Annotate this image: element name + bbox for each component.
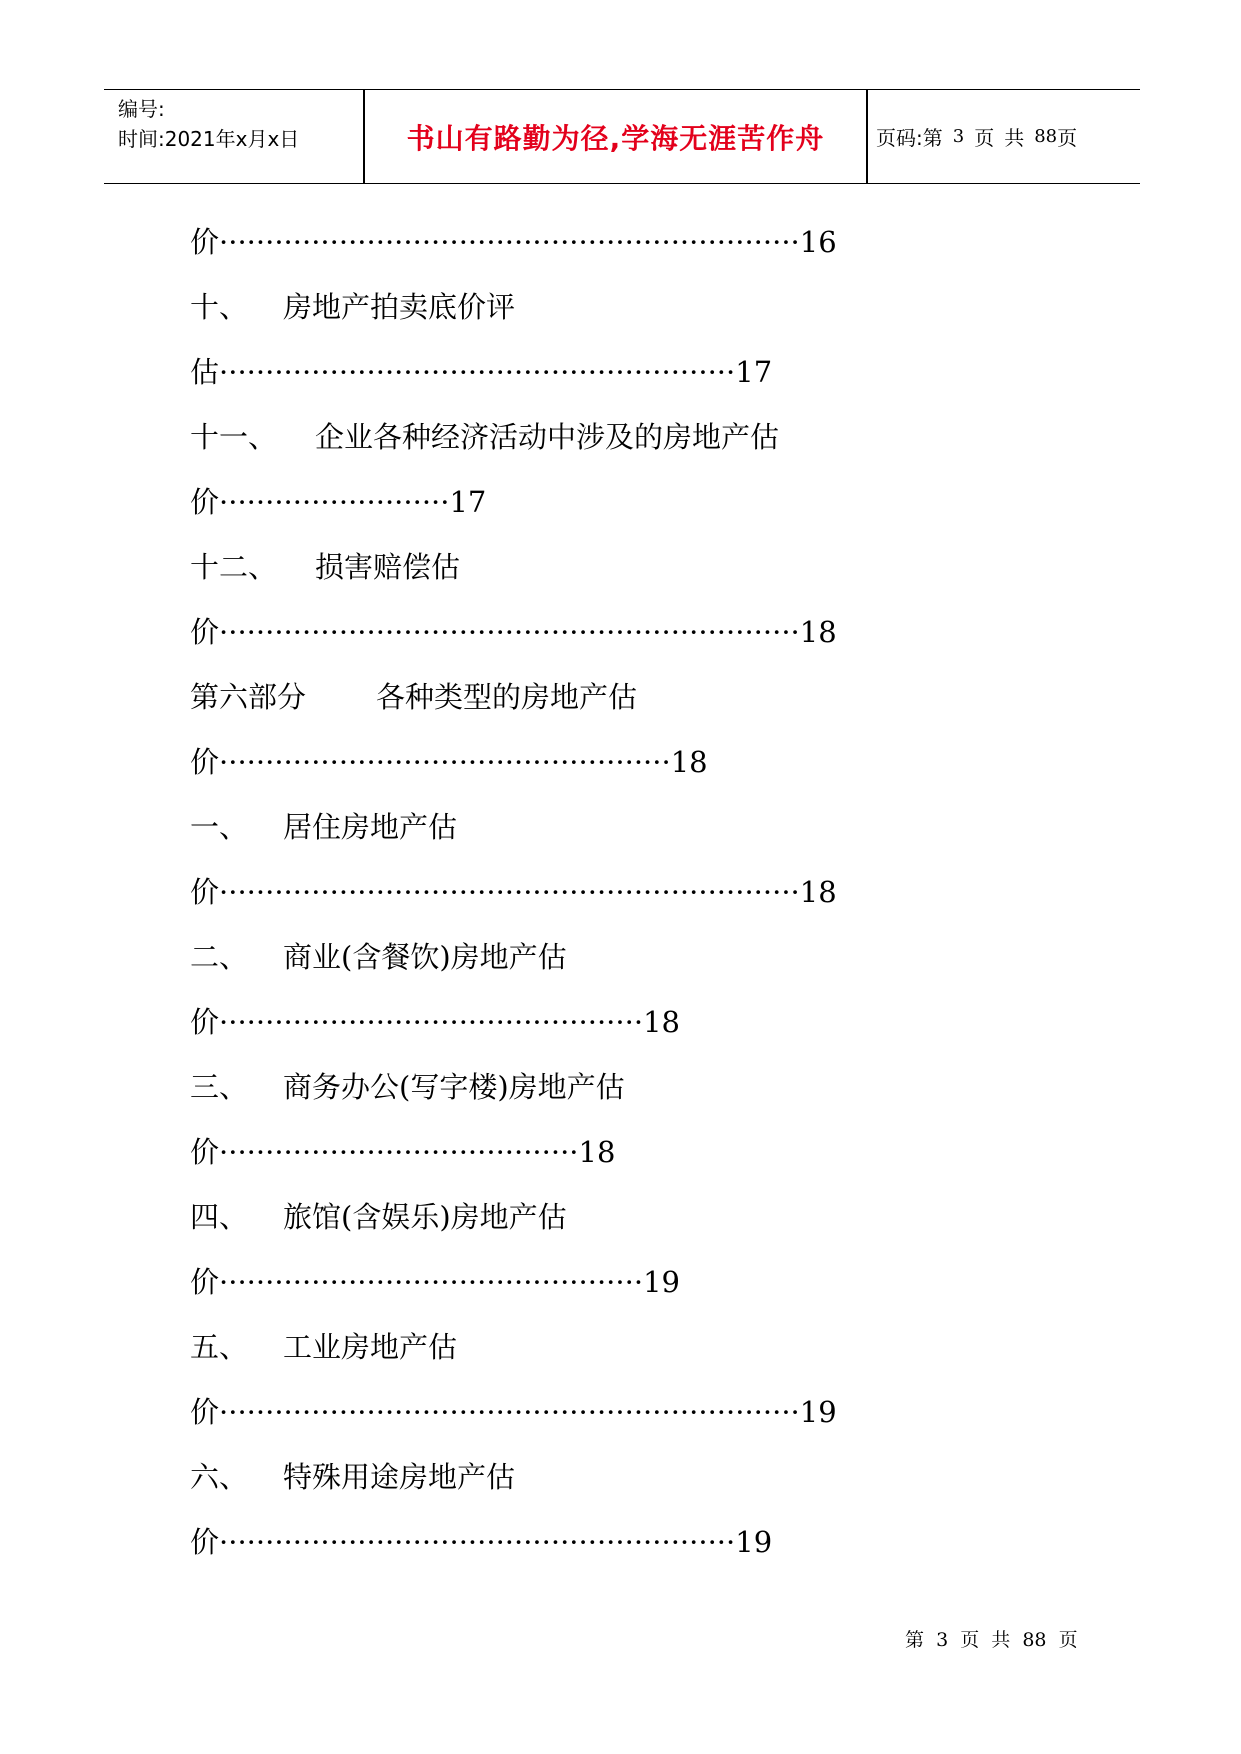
footer-page-number: 3 <box>936 1629 949 1651</box>
toc-heading-title: 房地产拍卖底价评 <box>283 290 516 324</box>
toc-page-number: 18 <box>799 875 837 909</box>
toc-heading <box>190 419 780 455</box>
footer-total-unit: 页 <box>1058 1629 1078 1651</box>
total-pages: 88 <box>1034 126 1058 147</box>
page-label: 页码:第 <box>876 126 943 150</box>
toc-heading-title: 各种类型的房地产估 <box>376 680 638 714</box>
toc-heading-number: 十、 <box>190 290 249 324</box>
toc-dot-leader: ······························································· <box>219 225 800 259</box>
total-unit: 页 <box>1057 126 1078 150</box>
toc-dot-leader: ························· <box>219 485 450 519</box>
footer-total-pages: 88 <box>1022 1629 1047 1651</box>
toc-entry[interactable] <box>190 614 837 650</box>
toc-heading-number: 六、 <box>190 1460 249 1494</box>
toc-heading-number: 五、 <box>190 1330 249 1364</box>
toc-heading-number: 二、 <box>190 940 249 974</box>
toc-heading <box>190 549 461 585</box>
footer-total-prefix: 共 <box>991 1629 1011 1651</box>
toc-entry-text: 价 <box>190 615 220 649</box>
toc-heading <box>190 679 638 715</box>
toc-entry[interactable] <box>190 484 486 520</box>
toc-entry-text: 价 <box>190 1395 220 1429</box>
toc-entry-text: 价 <box>190 485 220 519</box>
toc-heading <box>190 809 458 845</box>
toc-dot-leader: ·············································· <box>219 1265 644 1299</box>
toc-entry-text: 价 <box>190 1525 220 1559</box>
page-number: 3 <box>952 126 965 147</box>
document-number-label: 编号: <box>118 97 165 121</box>
footer-page-unit: 页 <box>960 1629 980 1651</box>
toc-dot-leader: ························································ <box>219 1525 736 1559</box>
toc-dot-leader: ·············································· <box>219 1005 644 1039</box>
page-footer <box>905 1625 1078 1652</box>
toc-heading-number: 第六部分 <box>190 680 307 714</box>
toc-heading-title: 居住房地产估 <box>283 810 458 844</box>
toc-entry-text: 价 <box>190 875 220 909</box>
toc-page-number: 18 <box>799 615 837 649</box>
toc-entry[interactable] <box>190 1134 615 1170</box>
toc-dot-leader: ························································ <box>219 355 736 389</box>
toc-heading <box>190 1199 567 1235</box>
toc-entry[interactable] <box>190 1524 772 1560</box>
total-label: 共 <box>1004 126 1025 150</box>
toc-page-number: 17 <box>449 485 487 519</box>
toc-entry-text: 价 <box>190 1265 220 1299</box>
toc-heading-number: 三、 <box>190 1070 249 1104</box>
toc-dot-leader: ················································· <box>219 745 671 779</box>
toc-heading-title: 旅馆(含娱乐)房地产估 <box>283 1200 567 1234</box>
toc-heading-number: 十二、 <box>190 550 278 584</box>
toc-entry[interactable] <box>190 874 837 910</box>
toc-heading <box>190 1329 458 1365</box>
footer-prefix: 第 <box>905 1629 925 1651</box>
toc-page-number: 19 <box>643 1265 680 1299</box>
toc-page-number: 17 <box>735 355 773 389</box>
toc-page-number: 19 <box>799 1395 837 1429</box>
toc-heading-title: 损害赔偿估 <box>315 550 461 584</box>
toc-heading <box>190 289 516 325</box>
toc-heading-number: 一、 <box>190 810 249 844</box>
toc-entry[interactable] <box>190 224 837 260</box>
toc-heading-title: 企业各种经济活动中涉及的房地产估 <box>315 420 780 454</box>
toc-heading <box>190 939 567 975</box>
toc-dot-leader: ······························································· <box>219 1395 800 1429</box>
toc-page-number: 18 <box>578 1135 616 1169</box>
toc-heading-number: 四、 <box>190 1200 249 1234</box>
toc-heading <box>190 1069 625 1105</box>
toc-heading-title: 工业房地产估 <box>283 1330 458 1364</box>
toc-page-number: 16 <box>799 225 837 259</box>
toc-entry-text: 价 <box>190 1005 220 1039</box>
toc-entry-text: 价 <box>190 225 220 259</box>
toc-dot-leader: ······························································· <box>219 615 800 649</box>
toc-heading-title: 特殊用途房地产估 <box>283 1460 516 1494</box>
toc-entry[interactable] <box>190 1004 680 1040</box>
toc-entry-text: 价 <box>190 745 220 779</box>
toc-entry-text: 价 <box>190 1135 220 1169</box>
toc-entry-text: 估 <box>190 355 220 389</box>
toc-dot-leader: ······························································· <box>219 875 800 909</box>
toc-page-number: 18 <box>670 745 708 779</box>
header-motto: 书山有路勤为径,学海无涯苦作舟 <box>406 121 825 155</box>
toc-heading <box>190 1459 516 1495</box>
toc-page-number: 19 <box>735 1525 773 1559</box>
toc-entry[interactable] <box>190 1394 837 1430</box>
toc-heading-number: 十一、 <box>190 420 278 454</box>
document-time-label: 时间:2021年x月x日 <box>118 127 300 151</box>
toc-heading-title: 商业(含餐饮)房地产估 <box>283 940 567 974</box>
toc-page-number: 18 <box>643 1005 680 1039</box>
toc-entry[interactable] <box>190 744 708 780</box>
page-unit: 页 <box>974 126 995 150</box>
toc-heading-title: 商务办公(写字楼)房地产估 <box>283 1070 625 1104</box>
toc-entry[interactable] <box>190 354 772 390</box>
toc-dot-leader: ······································· <box>219 1135 579 1169</box>
toc-entry[interactable] <box>190 1264 680 1300</box>
